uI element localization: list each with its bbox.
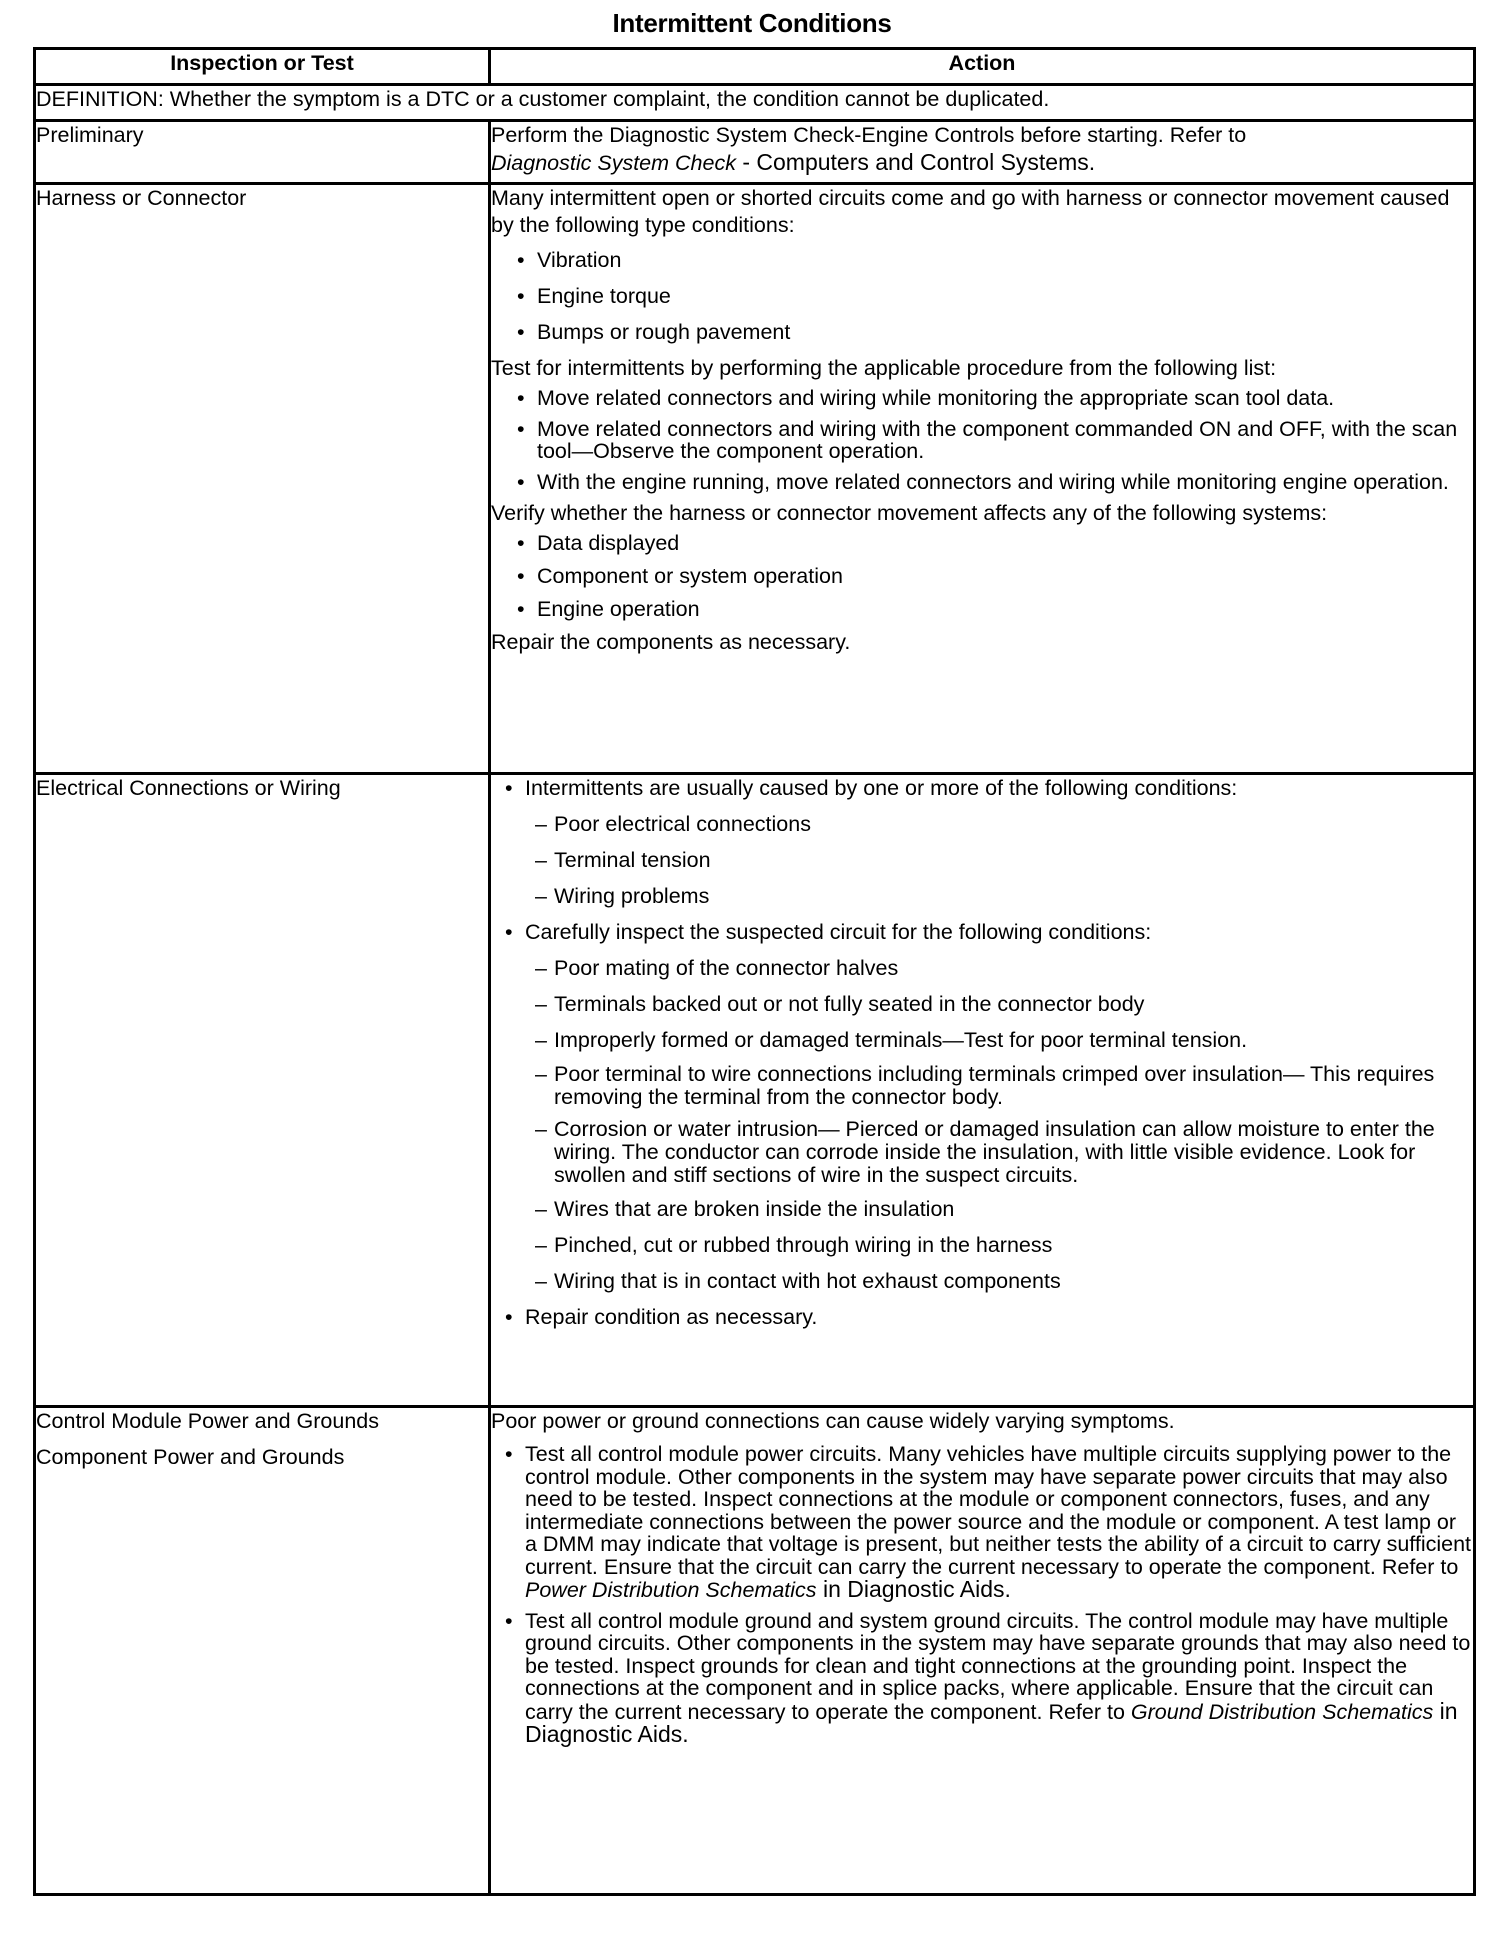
sub-list-item-text: Terminals backed out or not fully seated in the connector body	[554, 992, 1145, 1016]
list-item	[515, 387, 1473, 409]
action-cell	[490, 774, 1475, 1407]
list-item-text: Test all control module power circuits. Many vehicles have multiple circuits supplying power to the control module. Other components in the system may have separate power circuits that may also need to be tested. Inspect connections at the module or component connectors, fuses, and any intermediate connections between the power source and the module or component. A test lamp or a DMM may indicate that voltage is present, but neither tests the ability of a circuit to carry sufficient current. Ensure that the circuit can carry the current necessary to operate the component. Refer to	[525, 1442, 1472, 1579]
verify-intro: Verify whether the harness or connector movement affects any of the following systems:	[491, 501, 1328, 525]
dash-icon: –	[535, 1062, 547, 1086]
bullet-icon: •	[505, 776, 513, 800]
dash-icon: –	[535, 1197, 547, 1221]
reference-tail: - Computers and Control Systems.	[735, 149, 1096, 175]
inspection-label: Electrical Connections or Wiring	[36, 776, 341, 800]
list-item	[515, 530, 1473, 557]
list-item	[503, 1610, 1473, 1747]
reference-tail: in Diagnostic Aids.	[816, 1576, 1011, 1602]
list-item	[515, 471, 1473, 493]
list-item	[515, 319, 1473, 346]
column-header-inspection: Inspection or Test	[35, 49, 490, 85]
sub-list-item-text: Wiring problems	[554, 884, 710, 908]
list-item-text: Move related connectors and wiring while monitoring the appropriate scan tool data.	[537, 386, 1335, 410]
bullet-icon: •	[505, 920, 513, 944]
list-item	[515, 596, 1473, 623]
bullet-icon: •	[517, 470, 525, 494]
table-row	[35, 774, 1475, 1407]
list-item-text: Intermittents are usually caused by one or more of the following conditions:	[525, 776, 1238, 800]
sub-list-item	[535, 1196, 1473, 1223]
bullet-icon: •	[517, 597, 525, 621]
sub-list-item-text: Corrosion or water intrusion— Pierced or damaged insulation can allow moisture to enter the wiring. The conductor can corrode inside the insulation, with little visible evidence. Look for swollen and stiff sections of wire in the suspect circuits.	[554, 1117, 1435, 1187]
action-paragraph	[491, 122, 1473, 177]
check-list	[525, 955, 1473, 1295]
system-list	[491, 530, 1473, 623]
dash-icon: –	[535, 884, 547, 908]
bullet-icon: •	[517, 320, 525, 344]
sub-list-item	[535, 811, 1473, 838]
inspection-cell	[35, 1407, 490, 1895]
inspection-cell	[35, 121, 490, 184]
sub-list-item	[535, 847, 1473, 874]
sub-list-item-text: Wires that are broken inside the insulation	[554, 1197, 955, 1221]
bullet-icon: •	[517, 284, 525, 308]
definition-row	[35, 85, 1475, 121]
dash-icon: –	[535, 848, 547, 872]
inspection-cell	[35, 184, 490, 774]
list-item-text: Component or system operation	[537, 564, 843, 588]
list-item	[515, 563, 1473, 590]
list-item	[515, 283, 1473, 310]
list-item	[515, 247, 1473, 274]
inspection-cell	[35, 774, 490, 1407]
list-item-text: Vibration	[537, 248, 622, 272]
table-row	[35, 1407, 1475, 1895]
action-closing: Repair the components as necessary.	[491, 630, 851, 654]
cause-list	[525, 811, 1473, 910]
action-cell	[490, 121, 1475, 184]
sub-list-item	[535, 1232, 1473, 1259]
sub-list-item-text: Poor electrical connections	[554, 812, 811, 836]
bullet-icon: •	[505, 1305, 513, 1329]
dash-icon: –	[535, 992, 547, 1016]
sub-list-item-text: Pinched, cut or rubbed through wiring in the harness	[554, 1233, 1053, 1257]
sub-list-item	[535, 883, 1473, 910]
list-item-text: Engine torque	[537, 284, 671, 308]
reference-link: Power Distribution Schematics	[525, 1578, 817, 1602]
list-item	[503, 775, 1473, 910]
sub-list-item-text: Terminal tension	[554, 848, 711, 872]
list-item-text: With the engine running, move related connectors and wiring while monitoring engine operation.	[537, 470, 1449, 494]
page-title: Intermittent Conditions	[612, 8, 892, 38]
table-header-row	[35, 49, 1475, 85]
sub-list-item-text: Poor mating of the connector halves	[554, 956, 899, 980]
sub-list-item	[535, 991, 1473, 1018]
dash-icon: –	[535, 956, 547, 980]
list-item	[503, 1443, 1473, 1602]
test-list	[491, 387, 1473, 493]
list-item-text: Engine operation	[537, 597, 700, 621]
inspection-label: Preliminary	[36, 123, 144, 147]
electrical-list	[491, 775, 1473, 1331]
sub-list-item	[535, 1063, 1473, 1109]
inspection-label: Harness or Connector	[36, 186, 247, 210]
inspection-label: Component Power and Grounds	[36, 1445, 345, 1469]
bullet-icon: •	[517, 531, 525, 555]
bullet-icon: •	[517, 248, 525, 272]
dash-icon: –	[535, 1233, 547, 1257]
column-header-action: Action	[490, 49, 1475, 85]
list-item	[515, 418, 1473, 462]
dash-icon: –	[535, 812, 547, 836]
action-intro: Poor power or ground connections can cause widely varying symptoms.	[491, 1409, 1175, 1433]
bullet-icon: •	[505, 1442, 513, 1466]
test-intro: Test for intermittents by performing the applicable procedure from the following list:	[491, 356, 1277, 380]
inspection-label: Control Module Power and Grounds	[36, 1409, 379, 1433]
dash-icon: –	[535, 1028, 547, 1052]
sub-list-item-text: Wiring that is in contact with hot exhaust components	[554, 1269, 1061, 1293]
intermittent-conditions-table	[33, 47, 1476, 1896]
list-item-text: Carefully inspect the suspected circuit for the following conditions:	[525, 920, 1152, 944]
dash-icon: –	[535, 1117, 547, 1141]
list-item-text: Move related connectors and wiring with the component commanded ON and OFF, with the scan tool—Observe the component operation.	[537, 417, 1458, 463]
table-row	[35, 121, 1475, 184]
list-item-text: Repair condition as necessary.	[525, 1305, 818, 1329]
list-item-text: Test all control module ground and system ground circuits. The control module may have multiple ground circuits. Other components in the system may have separate grounds that may also need to be tested. Inspect grounds for clean and tight connections at the grounding point. Inspect the connections at the component and in splice packs, where applicable. Ensure that the circuit can carry the current necessary to operate the component. Refer to	[525, 1608, 1471, 1724]
sub-list-item	[535, 955, 1473, 982]
sub-list-item	[535, 1027, 1473, 1054]
table-row	[35, 184, 1475, 774]
sub-list-item	[535, 1268, 1473, 1295]
reference-link: Ground Distribution Schematics	[1130, 1699, 1434, 1724]
sub-list-item-text: Improperly formed or damaged terminals—Test for poor terminal tension.	[554, 1028, 1248, 1052]
list-item	[503, 1304, 1473, 1331]
action-cell	[490, 1407, 1475, 1895]
dash-icon: –	[535, 1269, 547, 1293]
sub-list-item	[535, 1118, 1473, 1187]
sub-list-item-text: Poor terminal to wire connections including terminals crimped over insulation— This requires removing the terminal from the connector body.	[554, 1062, 1435, 1109]
action-cell	[490, 184, 1475, 774]
action-intro: Many intermittent open or shorted circuits come and go with harness or connector movement caused by the following type conditions:	[491, 186, 1450, 237]
bullet-icon: •	[517, 386, 525, 410]
bullet-icon: •	[517, 417, 525, 441]
action-text: Perform the Diagnostic System Check-Engine Controls before starting. Refer to	[491, 123, 1247, 147]
power-ground-list	[491, 1443, 1473, 1747]
list-item-text: Bumps or rough pavement	[537, 320, 791, 344]
condition-list	[491, 247, 1473, 346]
list-item	[503, 919, 1473, 1295]
reference-tail: in Diagnostic Aids.	[525, 1697, 1458, 1747]
bullet-icon: •	[505, 1608, 513, 1633]
definition-text: DEFINITION: Whether the symptom is a DTC or a customer complaint, the condition cannot be duplicated.	[35, 85, 1475, 121]
list-item-text: Data displayed	[537, 531, 680, 555]
bullet-icon: •	[517, 564, 525, 588]
reference-link: Diagnostic System Check	[491, 151, 736, 175]
